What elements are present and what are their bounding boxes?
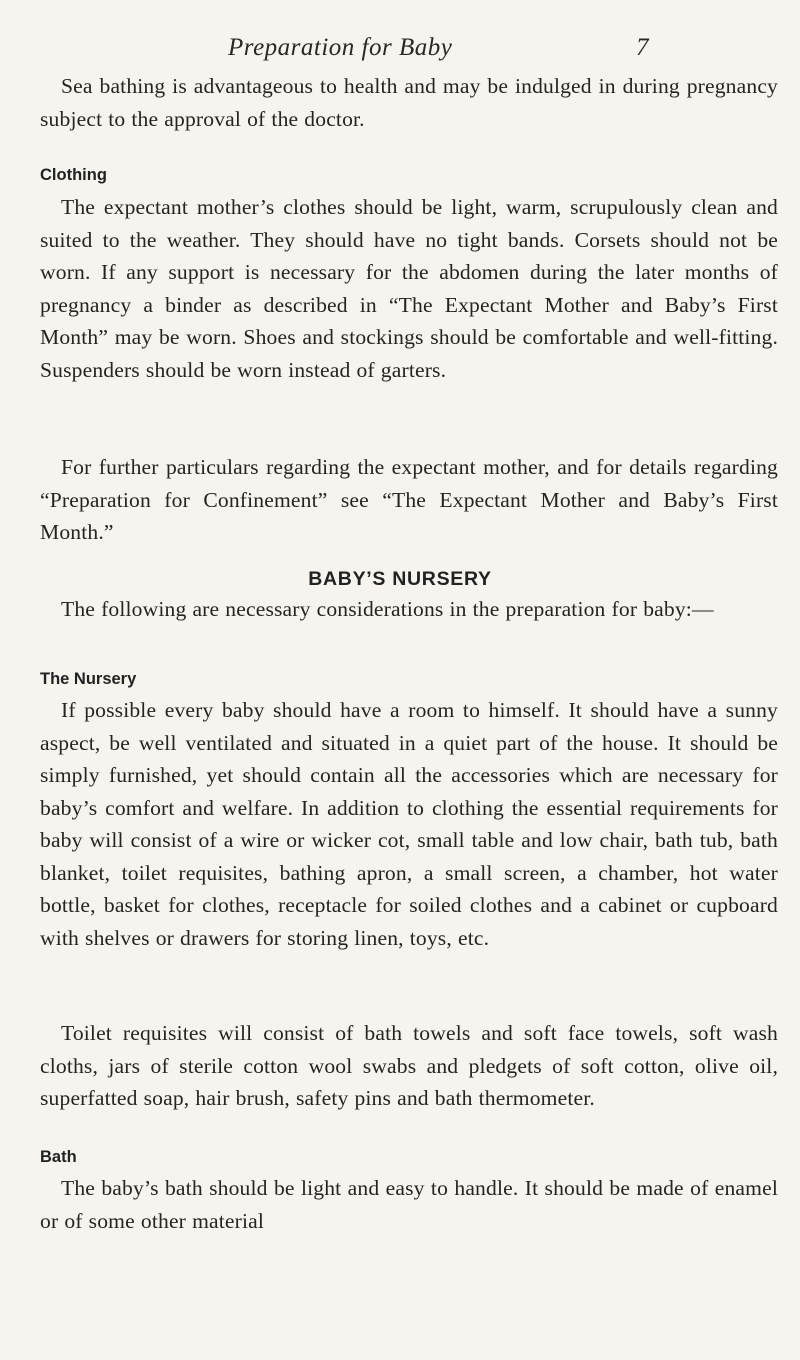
paragraph-toilet-requisites: Toilet requisites will consist of bath towels and soft face towels, soft wash cloths, jars of sterile cotton wool swabs and pledgets of soft cotton, olive oil, superfatted soap, hair brush, safety pins and bath thermometer. — [40, 1021, 778, 1110]
paragraph-further-particulars: For further particulars regarding the expectant mother, and for details regarding “Preparation for Confinement” see “The Expectant Mother and Baby’s First Month.” — [40, 455, 778, 544]
heading-the-nursery: The Nursery — [40, 670, 137, 688]
running-title: Preparation for Baby — [228, 34, 453, 61]
heading-clothing: Clothing — [40, 166, 107, 184]
paragraph-sea-bathing: Sea bathing is advantageous to health and may be indulged in during pregnancy subject to the approval of the doctor. — [40, 74, 778, 131]
paragraph-nursery-intro: The following are necessary considerations in the preparation for baby:— — [61, 597, 714, 621]
paragraph-bath: The baby’s bath should be light and easy to handle. It should be made of enamel or of some other material — [40, 1176, 778, 1233]
heading-babys-nursery: BABY’S NURSERY — [308, 568, 492, 590]
paragraph-nursery-room: If possible every baby should have a room to himself. It should have a sunny aspect, be well ventilated and situated in a quiet part of the house. It should be simply furnished, yet should contain all the accessories which are necessary for baby’s comfort and welfare. In addition to clothing the essential requirements for baby will consist of a wire or wicker cot, small table and low chair, bath tub, bath blanket, toilet requisites, bathing apron, a small screen, a chamber, hot water bottle, basket for clothes, receptacle for soiled clothes and a cabinet or cupboard with shelves or drawers for storing linen, toys, etc. — [40, 698, 778, 950]
paragraph-clothing: The expectant mother’s clothes should be light, warm, scrupulously clean and suited to the weather. They should have no tight bands. Corsets should not be worn. If any support is necessary for the abdomen during the later months of pregnancy a binder as described in “The Expectant Mother and Baby’s First Month” may be worn. Shoes and stockings should be comfortable and well-fitting. Suspenders should be worn instead of garters. — [40, 195, 778, 382]
heading-bath: Bath — [40, 1148, 77, 1166]
page-number: 7 — [636, 34, 649, 61]
